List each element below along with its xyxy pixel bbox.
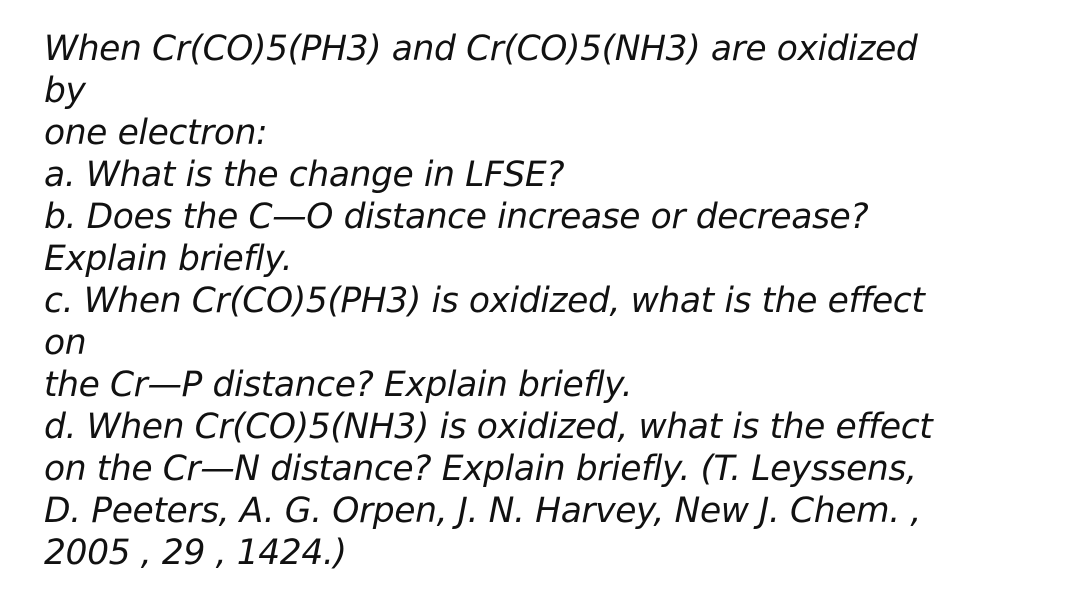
part-a-line: a. What is the change in LFSE?: [44, 155, 565, 195]
part-d-line-2: on the Cr—N distance? Explain briefly. (T. Leyssens,: [44, 449, 917, 489]
part-d-line-1: d. When Cr(CO)5(NH3) is oxidized, what is the effect: [44, 407, 933, 447]
question-intro-line-3: one electron:: [44, 113, 268, 153]
part-b-line-1: b. Does the C—O distance increase or decrease?: [44, 197, 869, 237]
question-intro-line-2: by: [44, 71, 86, 111]
citation-line-2: 2005 , 29 , 1424.): [44, 533, 347, 573]
question-text: [44, 28, 1064, 574]
part-c-line-3: the Cr—P distance? Explain briefly.: [44, 365, 633, 405]
part-b-line-2: Explain briefly.: [44, 239, 293, 279]
part-c-line-1: c. When Cr(CO)5(PH3) is oxidized, what is the effect: [44, 281, 925, 321]
citation-line-1: D. Peeters, A. G. Orpen, J. N. Harvey, New J. Chem. ,: [44, 491, 921, 531]
question-intro-line-1: When Cr(CO)5(PH3) and Cr(CO)5(NH3) are oxidized: [44, 29, 918, 69]
part-c-line-2: on: [44, 323, 87, 363]
